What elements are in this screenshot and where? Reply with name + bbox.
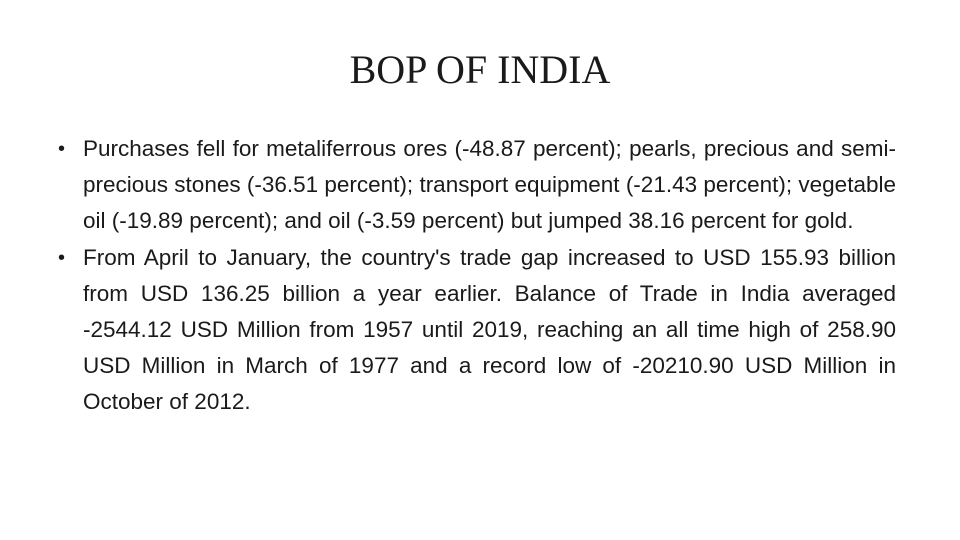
- bullet-point-icon: •: [58, 138, 66, 160]
- bullet-point-icon: •: [58, 246, 66, 269]
- bullet-text: Purchases fell for metaliferrous ores (-48.87 percent); pearls, precious and semi-precious stones (-36.51 percent); transport equipment (-21.43 percent); vegetable oil (-19.89 percent); and oil (-3.59 percent) but jumped 38.16 percent for gold.: [83, 136, 896, 234]
- bullet-item-trade-gap: [58, 240, 896, 421]
- bullet-item-purchases: [58, 131, 896, 240]
- slide-title: BOP OF INDIA: [349, 47, 611, 92]
- bullet-text: From April to January, the country's trade gap increased to USD 155.93 billion from USD 136.25 billion a year earlier. Balance of Trade in India averaged -2544.12 USD Million from 1957 until 2019, reaching an all time high of 258.90 USD Million in March of 1977 and a record low of -20210.90 USD Million in October of 2012.: [83, 244, 896, 415]
- bullet-list: [58, 131, 896, 421]
